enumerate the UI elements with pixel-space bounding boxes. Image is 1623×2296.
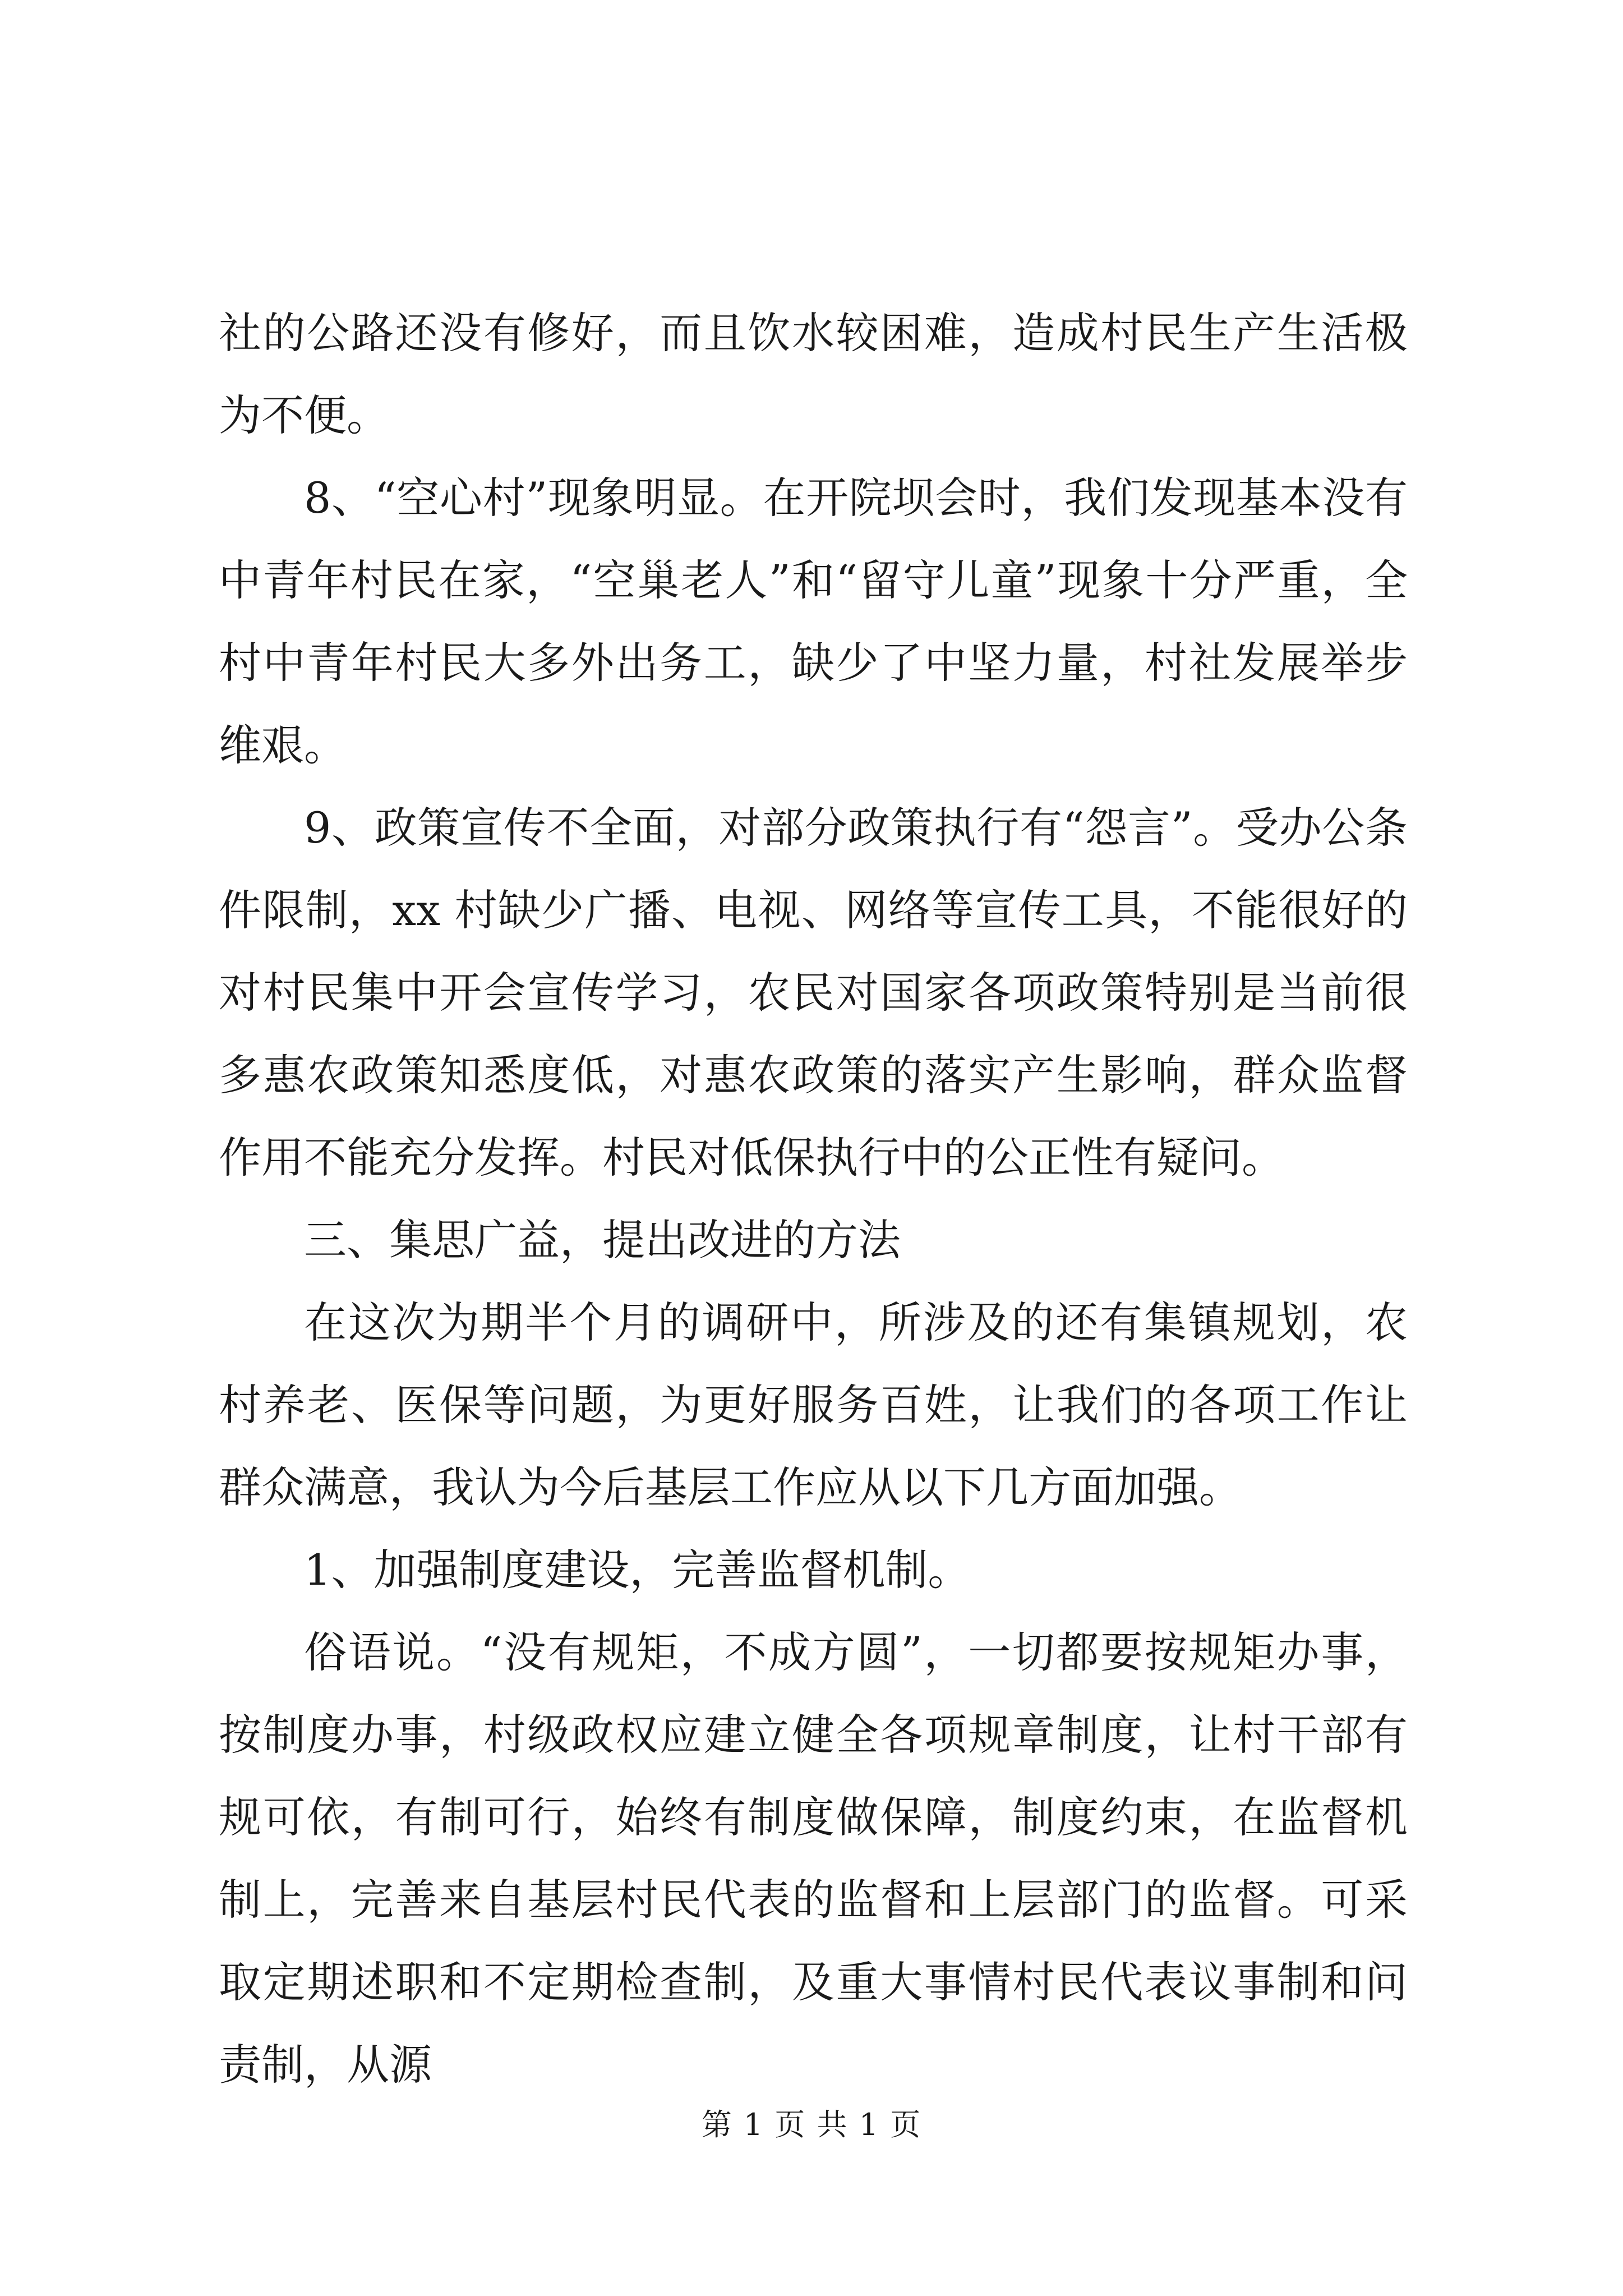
page-footer: 第 1 页 共 1 页 <box>701 2107 922 2142</box>
document-body <box>219 292 1408 2106</box>
paragraph-continuation: 社的公路还没有修好，而且饮水较困难，造成村民生产生活极为不便。 <box>219 308 1408 440</box>
subheading-1: 1、加强制度建设，完善监督机制。 <box>304 1545 971 1595</box>
paragraph-item-8: 8、“空心村”现象明显。在开院坝会时，我们发现基本没有中青年村民在家，“空巢老人”和“留守儿童”现象十分严重，全村中青年村民大多外出务工，缺少了中坚力量，村社发展举步维艰。 <box>219 473 1408 770</box>
paragraph-intro: 在这次为期半个月的调研中，所涉及的还有集镇规划，农村养老、医保等问题，为更好服务百姓，让我们的各项工作让群众满意，我认为今后基层工作应从以下几方面加强。 <box>219 1297 1408 1512</box>
section-heading-3: 三、集思广益，提出改进的方法 <box>304 1215 901 1265</box>
paragraph-rules: 俗语说。“没有规矩，不成方圆”，一切都要按规矩办事，按制度办事，村级政权应建立健全各项规章制度，让村干部有规可依，有制可行，始终有制度做保障，制度约束，在监督机制上，完善来自基层村民代表的监督和上层部门的监督。可采取定期述职和不定期检查制，及重大事情村民代表议事制和问责制，从源 <box>219 1627 1408 2090</box>
paragraph-item-9: 9、政策宣传不全面，对部分政策执行有“怨言”。受办公条件限制，xx 村缺少广播、电视、网络等宣传工具，不能很好的对村民集中开会宣传学习，农民对国家各项政策特别是当前很多惠农政策知悉度低，对惠农政策的落实产生影响，群众监督作用不能充分发挥。村民对低保执行中的公正性有疑问。 <box>219 803 1408 1182</box>
